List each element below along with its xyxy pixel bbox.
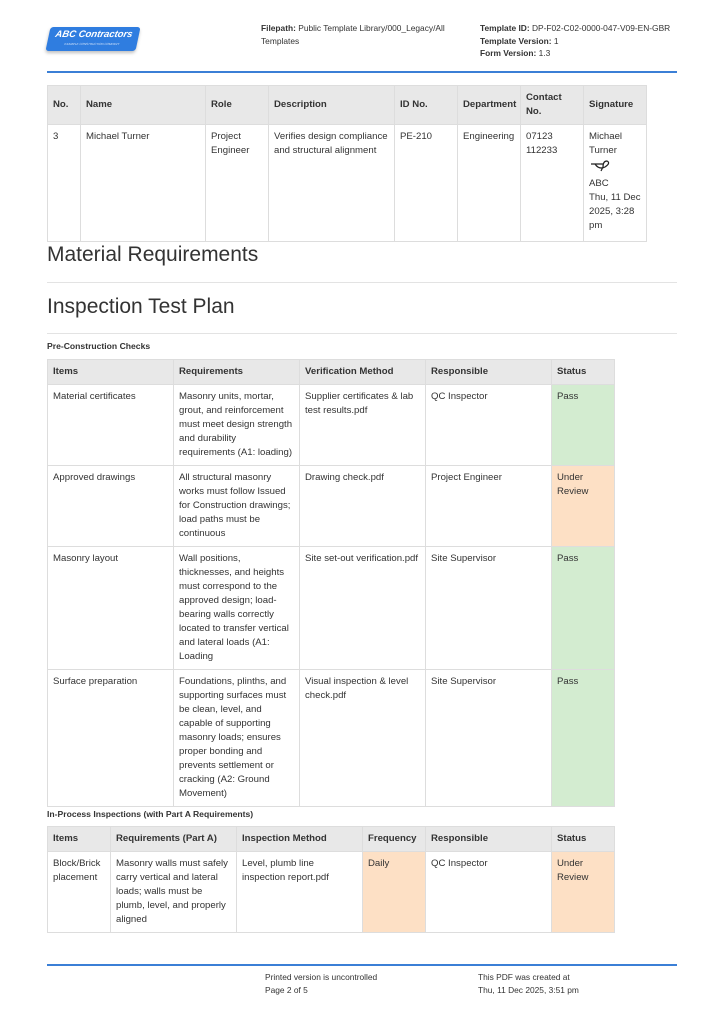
text: ABC: [589, 178, 609, 189]
column-header: Frequency: [363, 827, 426, 852]
table-row: [48, 670, 615, 807]
text: Public Template Library/000_Legacy/All Templates: [261, 23, 445, 46]
table-cell: Visual inspection & level check.pdf: [300, 670, 426, 807]
table-cell: 3: [48, 125, 81, 242]
text: Page 2 of 5: [265, 985, 308, 995]
table-header-row: [48, 86, 647, 125]
text: [480, 35, 680, 48]
column-header: Requirements (Part A): [111, 827, 237, 852]
column-header: Role: [206, 86, 269, 125]
table-cell: Drawing check.pdf: [300, 466, 426, 547]
column-header: No.: [48, 86, 81, 125]
personnel-table: [47, 85, 647, 242]
divider: [47, 333, 677, 334]
table-cell: Site set-out verification.pdf: [300, 547, 426, 670]
column-header: Verification Method: [300, 360, 426, 385]
text: Thu, 11 Dec 2025, 3:28 pm: [589, 192, 641, 231]
text: Template Version:: [480, 35, 552, 46]
text: 1: [553, 35, 559, 46]
heading-material-requirements: Material Requirements: [47, 243, 259, 266]
text: [48, 360, 615, 807]
text: DP-F02-C02-0000-047-V09-EN-GBR: [531, 23, 671, 33]
text: [48, 827, 615, 933]
table-cell: Engineering: [458, 125, 521, 242]
text: Filepath:: [261, 23, 296, 33]
pre-construction-title: Pre-Construction Checks: [47, 341, 151, 351]
column-header: Status: [552, 360, 615, 385]
table-cell: Project Engineer: [206, 125, 269, 242]
table-cell: Project Engineer: [426, 466, 552, 547]
column-header: Responsible: [426, 360, 552, 385]
header-divider: [47, 71, 677, 73]
template-info: [480, 22, 680, 60]
text: Template ID:: [480, 23, 530, 33]
column-header: Responsible: [426, 827, 552, 852]
table-row: [48, 547, 615, 670]
in-process-title: In-Process Inspections (with Part A Requirements): [47, 809, 254, 819]
filepath: [261, 22, 461, 47]
footer-left: [265, 971, 377, 997]
pre-construction-table: [47, 359, 615, 807]
text: ABC Contractors: [54, 29, 134, 40]
table-cell: Michael Turner: [81, 125, 206, 242]
column-header: ID No.: [395, 86, 458, 125]
table-cell: Surface preparation: [48, 670, 174, 807]
text: Michael Turner: [589, 131, 623, 156]
signature-image: [589, 158, 615, 172]
table-cell: Wall positions, thicknesses, and heights must correspond to the approved design; load-bearing walls correctly located to transfer vertical and lateral loads (A1: Loading: [174, 547, 300, 670]
text: [591, 161, 609, 171]
table-row: [48, 125, 647, 242]
status-badge: Pass: [552, 670, 615, 807]
footer-right: [478, 971, 579, 997]
text: 1.3: [538, 48, 551, 58]
table-cell: Supplier certificates & lab test results.pdf: [300, 385, 426, 466]
column-header: Status: [552, 827, 615, 852]
in-process-table: [47, 826, 615, 933]
footer-divider: [47, 964, 677, 966]
table-cell: Site Supervisor: [426, 547, 552, 670]
column-header: Items: [48, 360, 174, 385]
table-cell: Site Supervisor: [426, 670, 552, 807]
table-cell: Masonry units, mortar, grout, and reinforcement must meet design strength and durability requirements (A1: loading): [174, 385, 300, 466]
status-badge: Under Review: [552, 852, 615, 933]
status-badge: Pass: [552, 385, 615, 466]
status-badge: Under Review: [552, 466, 615, 547]
column-header: Department: [458, 86, 521, 125]
table-cell: All structural masonry works must follow Issued for Construction drawings; load paths must be continuous: [174, 466, 300, 547]
table-header-row: [48, 360, 615, 385]
table-cell: Level, plumb line inspection report.pdf: [237, 852, 363, 933]
table-cell: 07123 112233: [521, 125, 584, 242]
table-cell: Approved drawings: [48, 466, 174, 547]
table-cell: Block/Brick placement: [48, 852, 111, 933]
table-cell: Foundations, plinths, and supporting surfaces must be clean, level, and capable of supporting masonry loads; ensures proper bonding and prevents settlement or cracking (A2: Ground Movement): [174, 670, 300, 807]
column-header: Signature: [584, 86, 647, 125]
text: EXAMPLE CONSTRUCTION COMPANY: [64, 42, 120, 46]
column-header: Description: [269, 86, 395, 125]
table-cell: QC Inspector: [426, 385, 552, 466]
column-header: Items: [48, 827, 111, 852]
table-cell: Masonry layout: [48, 547, 174, 670]
text: Printed version is uncontrolled: [265, 972, 378, 982]
text: [48, 86, 647, 242]
text: Thu, 11 Dec 2025, 3:51 pm: [478, 985, 579, 995]
divider: [47, 282, 677, 283]
table-row: [48, 385, 615, 466]
text: This PDF was created at: [478, 972, 570, 982]
column-header: Requirements: [174, 360, 300, 385]
column-header: Name: [81, 86, 206, 125]
table-cell: Daily: [363, 852, 426, 933]
table-header-row: [48, 827, 615, 852]
text: [480, 47, 680, 60]
table-cell: Material certificates: [48, 385, 174, 466]
text: [480, 22, 680, 35]
table-cell: Verifies design compliance and structural alignment: [269, 125, 395, 242]
heading-inspection-test-plan: Inspection Test Plan: [47, 295, 235, 318]
table-cell: PE-210: [395, 125, 458, 242]
column-header: Contact No.: [521, 86, 584, 125]
table-cell: Masonry walls must safely carry vertical and lateral loads; walls must be plumb, level, and properly aligned: [111, 852, 237, 933]
table-row: [48, 852, 615, 933]
status-badge: Pass: [552, 547, 615, 670]
column-header: Inspection Method: [237, 827, 363, 852]
table-cell: QC Inspector: [426, 852, 552, 933]
text: Form Version:: [480, 48, 537, 58]
table-row: [48, 466, 615, 547]
company-logo: [45, 27, 140, 51]
signature-cell: [584, 125, 647, 242]
